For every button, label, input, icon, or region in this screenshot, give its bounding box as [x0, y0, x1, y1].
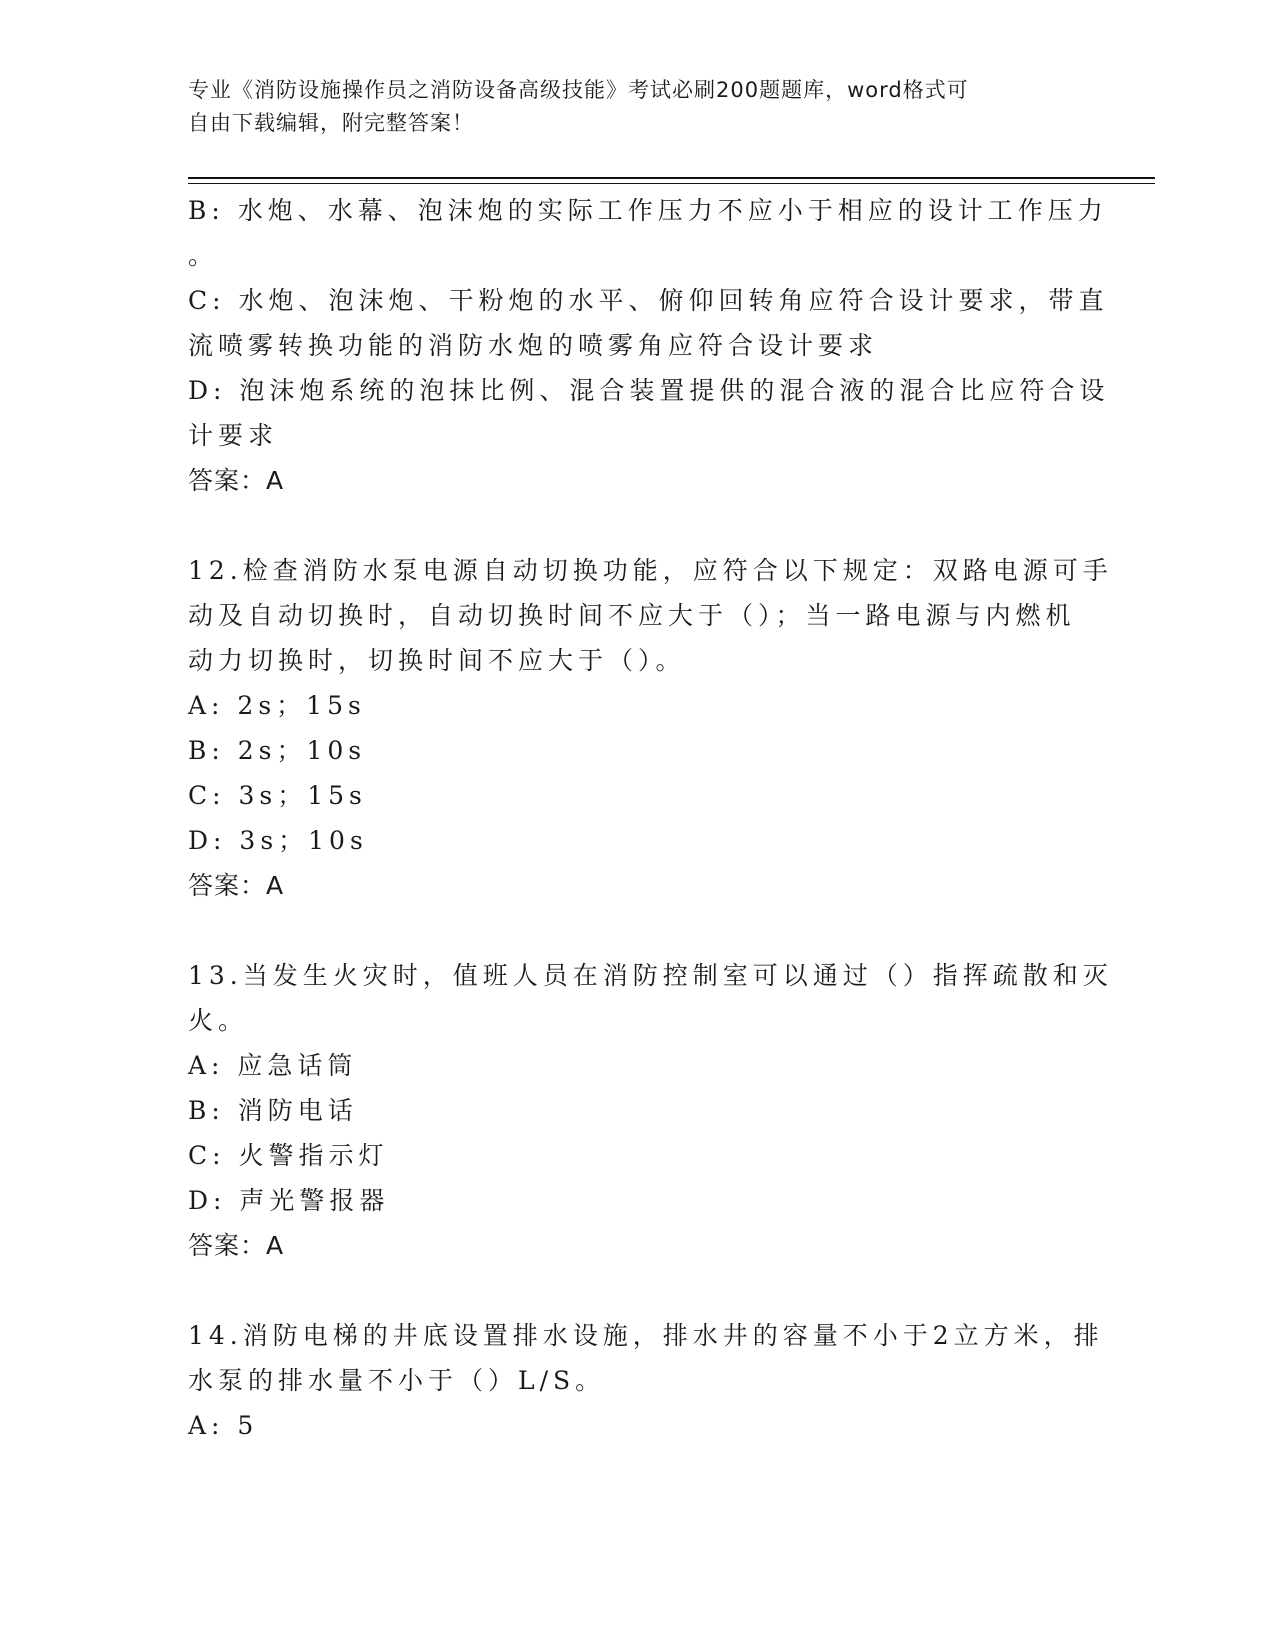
question-13 — [188, 953, 1113, 1268]
option-c-line-1: C: 水炮、泡沫炮、干粉炮的水平、俯仰回转角应符合设计要求，带直 — [188, 286, 1109, 315]
question-stem-line: 水泵的排水量不小于（）L/S。 — [188, 1366, 606, 1395]
spacer — [188, 503, 1088, 548]
header-title-line-1: 专业《消防设施操作员之消防设备高级技能》考试必刷200题题库，word格式可 — [188, 78, 969, 102]
question-stem-line: 14.消防电梯的井底设置排水设施，排水井的容量不小于2立方米，排 — [188, 1321, 1104, 1350]
option-a: A: 5 — [188, 1411, 259, 1440]
spacer — [188, 908, 1088, 953]
option-c: C: 3s；15s — [188, 781, 367, 810]
option-b: B: 消防电话 — [188, 1096, 358, 1125]
option-d-line-2: 计要求 — [188, 421, 279, 450]
option-d: D: 3s；10s — [188, 826, 368, 855]
question-11-continued — [188, 188, 1110, 503]
document-header — [188, 74, 1068, 140]
spacer — [188, 1268, 1088, 1313]
header-title-line-2: 自由下载编辑，附完整答案！ — [188, 111, 474, 135]
answer-line: 答案：A — [188, 871, 285, 900]
option-a: A: 应急话筒 — [188, 1051, 358, 1080]
header-divider-thick — [188, 177, 1155, 179]
answer-line: 答案：A — [188, 1231, 285, 1260]
question-stem-line: 动力切换时，切换时间不应大于（）。 — [188, 646, 686, 675]
question-stem-line: 动及自动切换时，自动切换时间不应大于（）；当一路电源与内燃机 — [188, 601, 1076, 630]
question-stem-line: 火。 — [188, 1006, 249, 1035]
option-c: C: 火警指示灯 — [188, 1141, 389, 1170]
header-divider-thin — [188, 183, 1155, 184]
option-d: D: 声光警报器 — [188, 1186, 390, 1215]
option-c-line-2: 流喷雾转换功能的消防水炮的喷雾角应符合设计要求 — [188, 331, 879, 360]
option-b-line-1: B: 水炮、水幕、泡沫炮的实际工作压力不应小于相应的设计工作压力 — [188, 196, 1108, 225]
option-a: A: 2s；15s — [188, 691, 366, 720]
option-d-line-1: D: 泡沫炮系统的泡抹比例、混合装置提供的混合液的混合比应符合设 — [188, 376, 1110, 405]
question-stem-line: 13.当发生火灾时，值班人员在消防控制室可以通过（）指挥疏散和灭 — [188, 961, 1113, 990]
question-14 — [188, 1313, 1104, 1448]
question-12 — [188, 548, 1113, 908]
answer-line: 答案：A — [188, 466, 285, 495]
document-body — [188, 188, 1113, 1448]
option-b: B: 2s；10s — [188, 736, 367, 765]
option-b-line-2: 。 — [188, 241, 219, 270]
question-stem-line: 12.检查消防水泵电源自动切换功能，应符合以下规定：双路电源可手 — [188, 556, 1113, 585]
